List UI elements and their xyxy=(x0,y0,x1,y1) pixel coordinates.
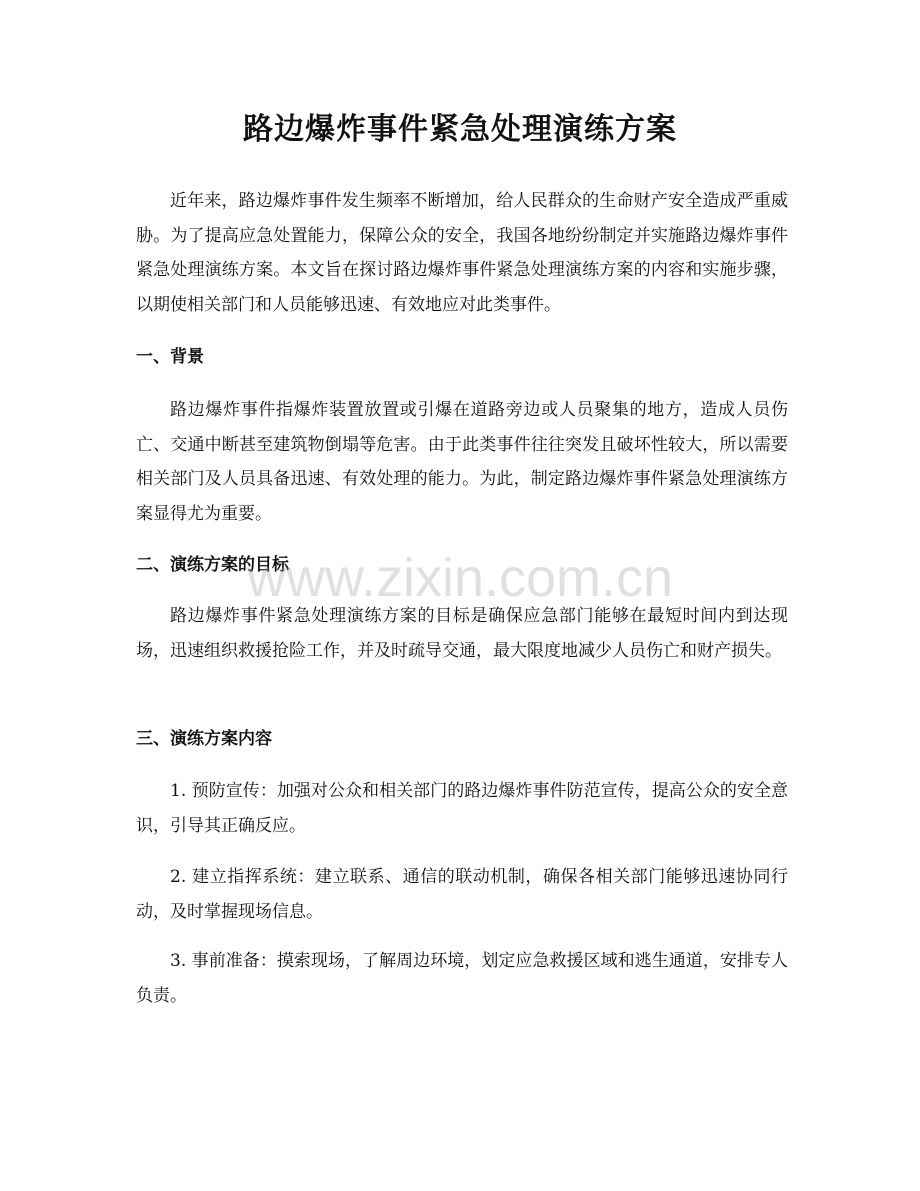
section-heading-goal: 二、演练方案的目标 xyxy=(136,555,289,575)
document-title: 路边爆炸事件紧急处理演练方案 xyxy=(243,112,677,147)
content-item-3: 3. 事前准备：摸索现场，了解周边环境，划定应急救援区域和逃生通道，安排专人负责。 xyxy=(136,951,788,1006)
background-paragraph: 路边爆炸事件指爆炸装置放置或引爆在道路旁边或人员聚集的地方，造成人员伤亡、交通中断甚至建筑物倒塌等危害。由于此类事件往往突发且破坏性较大，所以需要相关部门及人员具备迅速、有效处理的能力。为此，制定路边爆炸事件紧急处理演练方案显得尤为重要。 xyxy=(136,400,788,524)
content-item-1: 1. 预防宣传：加强对公众和相关部门的路边爆炸事件防范宣传，提高公众的安全意识，引导其正确反应。 xyxy=(136,781,788,836)
watermark: www.zixin.com.cn xyxy=(246,548,674,608)
goal-paragraph: 路边爆炸事件紧急处理演练方案的目标是确保应急部门能够在最短时间内到达现场，迅速组织救援抢险工作，并及时疏导交通，最大限度地减少人员伤亡和财产损失。 xyxy=(136,606,788,661)
intro-paragraph: 近年来，路边爆炸事件发生频率不断增加，给人民群众的生命财产安全造成严重威胁。为了提高应急处置能力，保障公众的安全，我国各地纷纷制定并实施路边爆炸事件紧急处理演练方案。本文旨在探讨路边爆炸事件紧急处理演练方案的内容和实施步骤，以期使相关部门和人员能够迅速、有效地应对此类事件。 xyxy=(136,191,788,315)
section-heading-content: 三、演练方案内容 xyxy=(136,729,272,749)
content-item-2: 2. 建立指挥系统：建立联系、通信的联动机制，确保各相关部门能够迅速协同行动，及时掌握现场信息。 xyxy=(136,867,788,922)
section-heading-background: 一、背景 xyxy=(136,347,204,367)
